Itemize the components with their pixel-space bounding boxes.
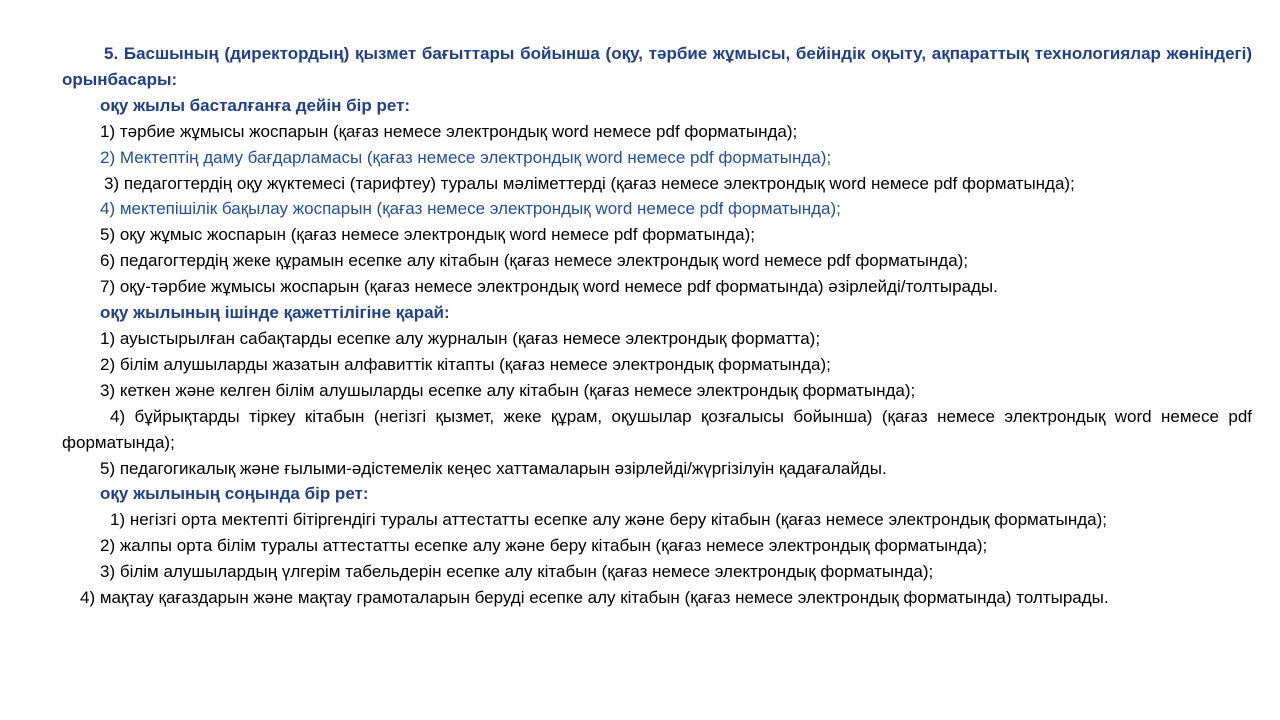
list-item: 7) оқу-тәрбие жұмысы жоспарын (қағаз немесе электрондық word немесе pdf форматында) әзірлейді/толтырады.: [100, 277, 998, 297]
list-item: 4) мақтау қағаздарын және мақтау грамоталарын беруді есепке алу кітабын (қағаз немесе электрондық форматында) толтырады.: [80, 588, 1109, 608]
list-item: 3) педагогтердің оқу жүктемесі (тарифтеу) туралы мәліметтерді (қағаз немесе электрондық word немесе pdf форматында);: [104, 173, 1075, 193]
list-item: 2) білім алушыларды жазатын алфавиттік кітапты (қағаз немесе электрондық форматында);: [100, 354, 831, 374]
list-item: 3) кеткен және келген білім алушыларды есепке алу кітабын (қағаз немесе электрондық форматында);: [100, 380, 916, 400]
subsection-title-before-year: оқу жылы басталғанға дейін бір рет:: [100, 95, 411, 115]
list-item: 1) ауыстырылған сабақтарды есепке алу журналын (қағаз немесе электрондық форматта);: [100, 328, 821, 348]
list-item: 3) білім алушылардың үлгерім табельдерін есепке алу кітабын (қағаз немесе электрондық форматында);: [100, 562, 934, 582]
list-item: 2) жалпы орта білім туралы аттестатты есепке алу және беру кітабын (қағаз немесе электрондық форматында);: [100, 536, 988, 556]
list-item: 5) оқу жұмыс жоспарын (қағаз немесе электрондық word немесе pdf форматында);: [100, 225, 756, 245]
document-body: [62, 41, 1252, 611]
subsection-title-during-year: оқу жылының ішінде қажеттілігіне қарай:: [100, 303, 450, 323]
list-item: 1) негізгі орта мектепті бітіргендігі туралы аттестатты есепке алу және беру кітабын (қағаз немесе электрондық форматында);: [110, 510, 1107, 530]
list-item-highlighted: 2) Мектептің даму бағдарламасы (қағаз немесе электрондық word немесе pdf форматында);: [100, 147, 832, 167]
subsection-title-end-of-year: оқу жылының соңында бір рет:: [100, 484, 369, 504]
list-item: 4) бұйрықтарды тіркеу кітабын (негізгі қызмет, жеке құрам, оқушылар қозғалысы бойынша) (қағаз немесе электрондық word немесе pdf форматында);: [62, 406, 1252, 452]
list-item-highlighted: 4) мектепішілік бақылау жоспарын (қағаз немесе электрондық word немесе pdf форматында);: [100, 199, 841, 219]
list-item: 6) педагогтердің жеке құрамын есепке алу кітабын (қағаз немесе электрондық word немесе pdf форматында);: [100, 251, 969, 271]
list-item: 5) педагогикалық және ғылыми-әдістемелік кеңес хаттамаларын әзірлейді/жүргізілуін қадағалайды.: [100, 458, 887, 478]
list-item: 1) тәрбие жұмысы жоспарын (қағаз немесе электрондық word немесе pdf форматында);: [100, 121, 798, 141]
section-heading: 5. Басшының (директордың) қызмет бағыттары бойынша (оқу, тәрбие жұмысы, бейіндік оқыту, ақпараттық технологиялар жөніндегі) орынбасары:: [62, 44, 1252, 89]
